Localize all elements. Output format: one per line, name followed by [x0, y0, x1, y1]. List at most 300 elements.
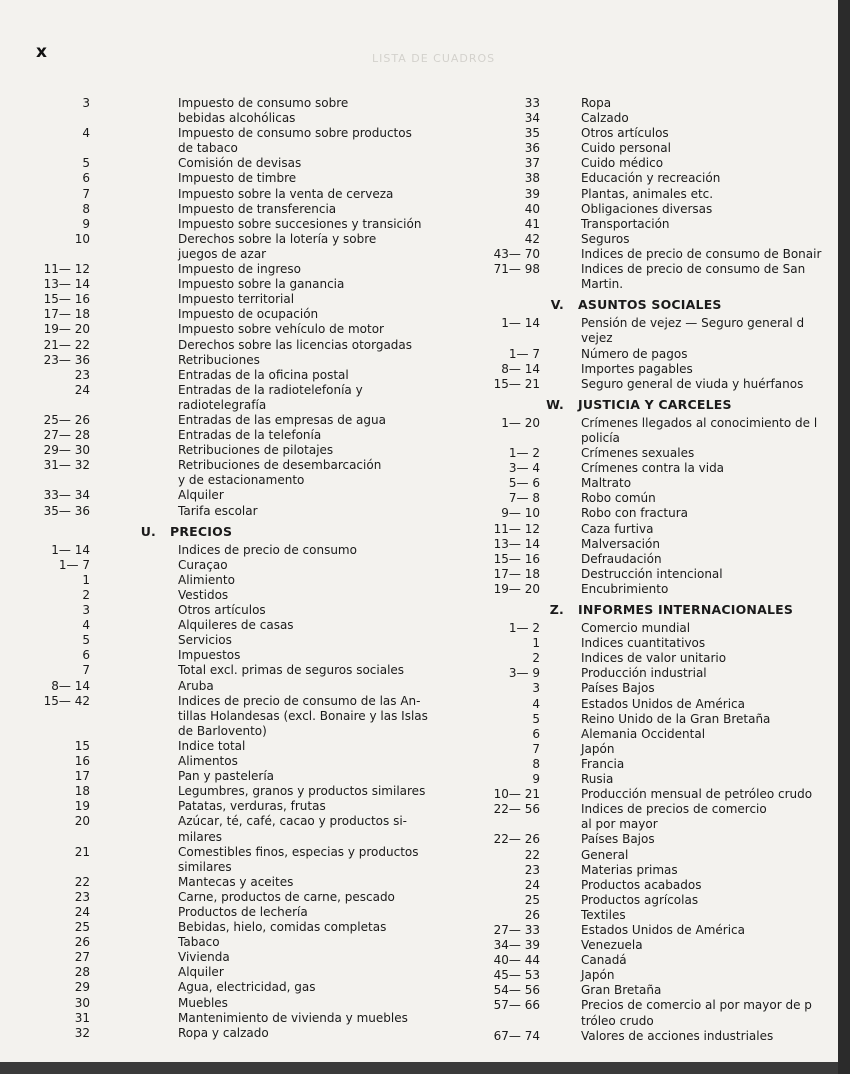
- table-number: 5: [532, 711, 540, 726]
- page-edge-shadow: [838, 0, 850, 1074]
- table-number: 1: [532, 636, 540, 651]
- table-title: Maltrato: [581, 476, 632, 491]
- table-title: Indices de precio de consumo de las An-: [178, 693, 421, 708]
- table-number: 30: [74, 995, 90, 1010]
- table-title: Tabaco: [178, 935, 220, 950]
- table-title: Producción mensual de petróleo crudo: [581, 787, 813, 802]
- table-entry: [30, 488, 450, 503]
- table-title: juegos de azar: [178, 246, 267, 261]
- table-entry: [30, 96, 450, 111]
- table-number: 41: [524, 216, 540, 231]
- table-number: 28: [74, 965, 90, 980]
- table-entry: [30, 573, 450, 588]
- table-entry: [470, 983, 838, 998]
- table-title: Impuesto sobre la ganancia: [178, 277, 345, 292]
- table-number: 23: [74, 367, 90, 382]
- table-entry: [30, 875, 450, 890]
- table-entry: [30, 383, 450, 398]
- table-entry: [30, 1011, 450, 1026]
- table-entry: [30, 247, 450, 262]
- table-entry: [30, 458, 450, 473]
- table-entry: [470, 802, 838, 817]
- table-title: Importes pagables: [581, 361, 693, 376]
- table-title: Retribuciones de pilotajes: [178, 443, 334, 458]
- table-title: Países Bajos: [581, 832, 655, 847]
- table-number: 43— 70: [493, 246, 540, 261]
- table-number: 42: [524, 231, 540, 246]
- table-entry: [30, 413, 450, 428]
- table-number: 5: [82, 156, 90, 171]
- table-number: 33: [524, 96, 540, 110]
- section-letter: Z.: [549, 602, 564, 617]
- table-entry: [470, 893, 838, 908]
- table-title: Impuesto sobre succesiones y transición: [178, 216, 422, 231]
- table-entry: [30, 633, 450, 648]
- table-title: Vivienda: [178, 950, 230, 965]
- table-entry: [30, 618, 450, 633]
- table-number: 13— 14: [43, 277, 90, 292]
- table-entry: [30, 187, 450, 202]
- table-title: Muebles: [178, 995, 228, 1010]
- table-title: Impuesto de ingreso: [178, 262, 301, 277]
- table-number: 9: [532, 772, 540, 787]
- table-number: 40— 44: [493, 953, 540, 968]
- table-entry: [30, 322, 450, 337]
- section-title: PRECIOS: [170, 523, 233, 539]
- table-number: 11— 12: [493, 521, 540, 536]
- section-heading: [470, 397, 838, 412]
- table-entry: [470, 878, 838, 893]
- table-title: Patatas, verduras, frutas: [178, 799, 326, 814]
- table-title: Seguros: [581, 231, 630, 246]
- table-entry: [30, 694, 450, 709]
- table-number: 22: [524, 847, 540, 862]
- table-entry: [30, 754, 450, 769]
- table-entry: [470, 331, 838, 346]
- table-entry: [470, 187, 838, 202]
- table-title: Otros artículos: [178, 603, 266, 618]
- table-title: Alquiler: [178, 965, 224, 980]
- table-title: Ropa y calzado: [178, 1025, 269, 1040]
- table-number: 9: [82, 216, 90, 231]
- table-entry: [470, 262, 838, 277]
- table-title: al por mayor: [581, 817, 658, 832]
- table-number: 27— 33: [493, 922, 540, 937]
- table-title: Impuesto sobre vehículo de motor: [178, 322, 384, 337]
- table-title: Productos acabados: [581, 877, 702, 892]
- table-title: Total excl. primas de seguros sociales: [178, 663, 405, 678]
- table-title: Crímenes contra la vida: [581, 461, 725, 476]
- table-entry: [30, 141, 450, 156]
- table-entry: [470, 277, 838, 292]
- section-heading: [470, 297, 838, 312]
- table-title: Retribuciones de desembarcación: [178, 458, 382, 473]
- table-entry: [30, 1026, 450, 1041]
- table-entry: [470, 316, 838, 331]
- table-entry: [470, 522, 838, 537]
- table-number: 34— 39: [493, 938, 540, 953]
- table-title: Indice total: [178, 738, 246, 753]
- table-number: 57— 66: [493, 998, 540, 1013]
- table-entry: [30, 965, 450, 980]
- table-entry: [470, 416, 838, 431]
- table-number: 2: [532, 651, 540, 666]
- table-title: Textiles: [581, 907, 626, 922]
- table-entry: [30, 202, 450, 217]
- table-entry: [30, 709, 450, 724]
- table-entry: [470, 863, 838, 878]
- table-entry: [470, 567, 838, 582]
- table-entry: [470, 651, 838, 666]
- table-title: Carne, productos de carne, pescado: [178, 889, 395, 904]
- table-number: 36: [524, 141, 540, 156]
- table-title: Impuestos: [178, 648, 241, 663]
- table-entry: [30, 996, 450, 1011]
- table-title: Calzado: [581, 111, 629, 126]
- page-number: x: [36, 42, 47, 62]
- table-number: 3: [532, 681, 540, 696]
- table-entry: [30, 905, 450, 920]
- section-letter: U.: [140, 523, 156, 539]
- table-number: 5: [82, 633, 90, 648]
- right-column: [470, 96, 838, 1044]
- table-entry: [30, 473, 450, 488]
- table-number: 3— 9: [508, 666, 540, 681]
- table-entry: [30, 217, 450, 232]
- left-column: [30, 96, 450, 1041]
- table-entry: [470, 552, 838, 567]
- table-number: 1— 14: [501, 316, 540, 331]
- table-number: 21: [74, 844, 90, 859]
- table-title: Impuesto de consumo sobre productos: [178, 126, 412, 141]
- table-title: milares: [178, 829, 223, 844]
- table-title: Producción industrial: [581, 666, 707, 681]
- table-number: 6: [532, 726, 540, 741]
- table-number: 29: [74, 980, 90, 995]
- table-entry: [470, 96, 838, 111]
- table-entry: [470, 537, 838, 552]
- table-number: 1— 7: [508, 346, 540, 361]
- table-title: radiotelegrafía: [178, 397, 267, 412]
- table-title: Rusia: [581, 772, 614, 787]
- table-number: 31— 32: [43, 458, 90, 473]
- table-entry: [470, 247, 838, 262]
- table-entry: [30, 814, 450, 829]
- table-title: Defraudación: [581, 551, 662, 566]
- table-number: 15— 42: [43, 693, 90, 708]
- table-number: 23: [524, 862, 540, 877]
- table-entry: [30, 950, 450, 965]
- table-title: Derechos sobre las licencias otorgadas: [178, 337, 413, 352]
- section-heading: [30, 524, 450, 539]
- table-title: Indices de precio de consumo de San: [581, 262, 806, 277]
- section-title: JUSTICIA Y CARCELES: [578, 396, 732, 412]
- table-title: Comestibles finos, especias y productos: [178, 844, 419, 859]
- table-title: Tarifa escolar: [178, 503, 258, 518]
- table-title: Vestidos: [178, 588, 229, 602]
- table-number: 40: [524, 201, 540, 216]
- table-title: Seguro general de viuda y huérfanos: [581, 376, 804, 391]
- table-number: 54— 56: [493, 983, 540, 998]
- table-number: 15: [74, 738, 90, 753]
- table-number: 8: [532, 756, 540, 771]
- table-title: Impuesto de ocupación: [178, 307, 319, 322]
- table-title: Entradas de la radiotelefonía y: [178, 382, 363, 397]
- table-number: 19: [74, 799, 90, 814]
- table-title: Productos agrícolas: [581, 892, 699, 907]
- table-entry: [30, 398, 450, 413]
- table-number: 26: [74, 935, 90, 950]
- table-number: 15— 16: [493, 551, 540, 566]
- table-number: 29— 30: [43, 443, 90, 458]
- table-title: Plantas, animales etc.: [581, 186, 714, 201]
- table-title: Alimiento: [178, 572, 235, 587]
- table-entry: [470, 362, 838, 377]
- table-number: 35: [524, 126, 540, 141]
- table-number: 25: [74, 920, 90, 935]
- table-entry: [30, 232, 450, 247]
- table-number: 1: [82, 572, 90, 587]
- table-title: Venezuela: [581, 938, 643, 953]
- table-title: Destrucción intencional: [581, 566, 723, 581]
- table-number: 1— 14: [51, 542, 90, 557]
- table-title: Cuido personal: [581, 141, 671, 156]
- table-entry: [470, 582, 838, 597]
- table-title: Impuesto territorial: [178, 292, 295, 307]
- table-title: Martin.: [581, 277, 624, 292]
- bleed-through-heading: LISTA DE CUADROS: [372, 52, 496, 65]
- table-number: 27: [74, 950, 90, 965]
- table-entry: [470, 377, 838, 392]
- table-title: tillas Holandesas (excl. Bonaire y las Islas: [178, 708, 428, 723]
- table-entry: [470, 431, 838, 446]
- table-entry: [30, 663, 450, 678]
- table-title: Estados Unidos de América: [581, 922, 745, 937]
- table-entry: [470, 141, 838, 156]
- table-title: Materias primas: [581, 862, 678, 877]
- table-number: 39: [524, 186, 540, 201]
- table-title: policía: [581, 430, 620, 445]
- table-title: Reino Unido de la Gran Bretaña: [581, 711, 771, 726]
- table-entry: [470, 681, 838, 696]
- table-entry: [30, 171, 450, 186]
- table-number: 9— 10: [501, 506, 540, 521]
- table-number: 11— 12: [43, 262, 90, 277]
- table-number: 7— 8: [508, 491, 540, 506]
- table-title: General: [581, 847, 629, 862]
- table-entry: [30, 292, 450, 307]
- table-entry: [30, 769, 450, 784]
- table-title: Francia: [581, 756, 625, 771]
- table-title: Valores de acciones industriales: [581, 1028, 774, 1043]
- table-number: 26: [524, 907, 540, 922]
- table-title: Retribuciones: [178, 352, 260, 367]
- table-number: 21— 22: [43, 337, 90, 352]
- table-entry: [470, 923, 838, 938]
- table-title: Aruba: [178, 678, 214, 693]
- table-number: 31: [74, 1010, 90, 1025]
- table-title: Impuesto sobre la venta de cerveza: [178, 186, 394, 201]
- table-title: Azúcar, té, café, cacao y productos si-: [178, 814, 407, 829]
- table-title: de tabaco: [178, 141, 238, 156]
- section-letter: W.: [546, 396, 564, 412]
- table-title: Alquileres de casas: [178, 618, 294, 633]
- table-number: 2: [82, 588, 90, 602]
- table-entry: [470, 636, 838, 651]
- table-title: Países Bajos: [581, 681, 655, 696]
- table-entry: [30, 784, 450, 799]
- table-title: Mantecas y aceites: [178, 874, 294, 889]
- table-number: 25: [524, 892, 540, 907]
- table-number: 1— 7: [58, 557, 90, 572]
- table-title: Precios de comercio al por mayor de p: [581, 998, 812, 1013]
- table-entry: [470, 1029, 838, 1044]
- table-title: Crímenes llegados al conocimiento de l: [581, 415, 818, 430]
- table-number: 1— 20: [501, 415, 540, 430]
- table-number: 19— 20: [493, 581, 540, 596]
- table-entry: [30, 353, 450, 368]
- table-number: 1— 2: [508, 621, 540, 636]
- table-entry: [470, 171, 838, 186]
- table-entry: [30, 262, 450, 277]
- table-number: 38: [524, 171, 540, 186]
- table-title: Alemania Occidental: [581, 726, 706, 741]
- table-entry: [470, 832, 838, 847]
- table-entry: [470, 1014, 838, 1029]
- table-entry: [470, 787, 838, 802]
- table-entry: [470, 111, 838, 126]
- table-title: Impuesto de consumo sobre: [178, 96, 349, 110]
- table-title: Curaçao: [178, 557, 228, 572]
- table-title: bebidas alcohólicas: [178, 111, 296, 126]
- table-entry: [30, 845, 450, 860]
- table-title: Entradas de la oficina postal: [178, 367, 349, 382]
- table-number: 33— 34: [43, 488, 90, 503]
- table-number: 4: [82, 618, 90, 633]
- table-entry: [30, 679, 450, 694]
- table-entry: [30, 935, 450, 950]
- table-number: 6: [82, 171, 90, 186]
- table-title: Obligaciones diversas: [581, 201, 713, 216]
- table-number: 71— 98: [493, 262, 540, 277]
- table-title: Indices de valor unitario: [581, 651, 727, 666]
- table-entry: [30, 338, 450, 353]
- table-title: Número de pagos: [581, 346, 688, 361]
- table-entry: [470, 621, 838, 636]
- table-number: 32: [74, 1025, 90, 1040]
- table-title: Impuesto de transferencia: [178, 201, 337, 216]
- table-title: Entradas de la telefonía: [178, 428, 322, 443]
- table-title: de Barlovento): [178, 723, 267, 738]
- table-number: 34: [524, 111, 540, 126]
- table-title: Educación y recreación: [581, 171, 721, 186]
- table-title: Legumbres, granos y productos similares: [178, 784, 426, 799]
- table-title: Indices de precio de consumo: [178, 542, 357, 557]
- table-entry: [30, 558, 450, 573]
- table-title: Comercio mundial: [581, 621, 691, 636]
- table-number: 3: [82, 603, 90, 618]
- table-number: 23: [74, 889, 90, 904]
- table-title: Mantenimiento de vivienda y muebles: [178, 1010, 408, 1025]
- table-entry: [30, 543, 450, 558]
- table-number: 25— 26: [43, 412, 90, 427]
- table-entry: [470, 908, 838, 923]
- table-entry: [30, 648, 450, 663]
- table-entry: [30, 799, 450, 814]
- table-title: Indices de precios de comercio: [581, 802, 767, 817]
- table-entry: [470, 491, 838, 506]
- table-entry: [470, 446, 838, 461]
- table-entry: [470, 156, 838, 171]
- section-heading: [470, 602, 838, 617]
- table-entry: [30, 980, 450, 995]
- table-title: similares: [178, 859, 232, 874]
- table-entry: [470, 202, 838, 217]
- table-title: Transportación: [581, 216, 670, 231]
- table-title: Productos de lechería: [178, 904, 308, 919]
- table-number: 7: [82, 186, 90, 201]
- table-number: 13— 14: [493, 536, 540, 551]
- table-title: Crímenes sexuales: [581, 446, 695, 461]
- table-title: Japón: [581, 968, 615, 983]
- table-title: Pan y pastelería: [178, 769, 275, 784]
- table-entry: [30, 830, 450, 845]
- table-number: 45— 53: [493, 968, 540, 983]
- table-number: 17— 18: [43, 307, 90, 322]
- table-number: 27— 28: [43, 428, 90, 443]
- table-number: 3— 4: [508, 461, 540, 476]
- table-entry: [470, 953, 838, 968]
- table-title: tróleo crudo: [581, 1013, 654, 1028]
- table-entry: [30, 588, 450, 603]
- table-entry: [470, 666, 838, 681]
- table-number: 10— 21: [493, 787, 540, 802]
- table-entry: [30, 156, 450, 171]
- table-entry: [30, 277, 450, 292]
- table-title: vejez: [581, 331, 613, 346]
- table-entry: [470, 817, 838, 832]
- table-number: 7: [532, 741, 540, 756]
- table-number: 67— 74: [493, 1028, 540, 1043]
- table-title: Japón: [581, 741, 615, 756]
- table-title: Entradas de las empresas de agua: [178, 412, 386, 427]
- table-entry: [30, 739, 450, 754]
- table-entry: [470, 848, 838, 863]
- table-entry: [30, 504, 450, 519]
- table-number: 18: [74, 784, 90, 799]
- table-number: 15— 21: [493, 376, 540, 391]
- table-title: Gran Bretaña: [581, 983, 662, 998]
- table-entry: [470, 772, 838, 787]
- table-entry: [470, 727, 838, 742]
- table-title: Canadá: [581, 953, 627, 968]
- table-entry: [30, 724, 450, 739]
- table-number: 24: [74, 904, 90, 919]
- table-number: 24: [524, 877, 540, 892]
- table-number: 6: [82, 648, 90, 663]
- table-number: 24: [74, 382, 90, 397]
- table-title: Indices cuantitativos: [581, 636, 706, 651]
- table-number: 17— 18: [493, 566, 540, 581]
- table-title: Ropa: [581, 96, 612, 110]
- table-entry: [470, 506, 838, 521]
- table-number: 4: [532, 696, 540, 711]
- table-entry: [470, 998, 838, 1013]
- table-number: 7: [82, 663, 90, 678]
- table-title: Malversación: [581, 536, 660, 551]
- table-title: Encubrimiento: [581, 581, 669, 596]
- table-entry: [30, 126, 450, 141]
